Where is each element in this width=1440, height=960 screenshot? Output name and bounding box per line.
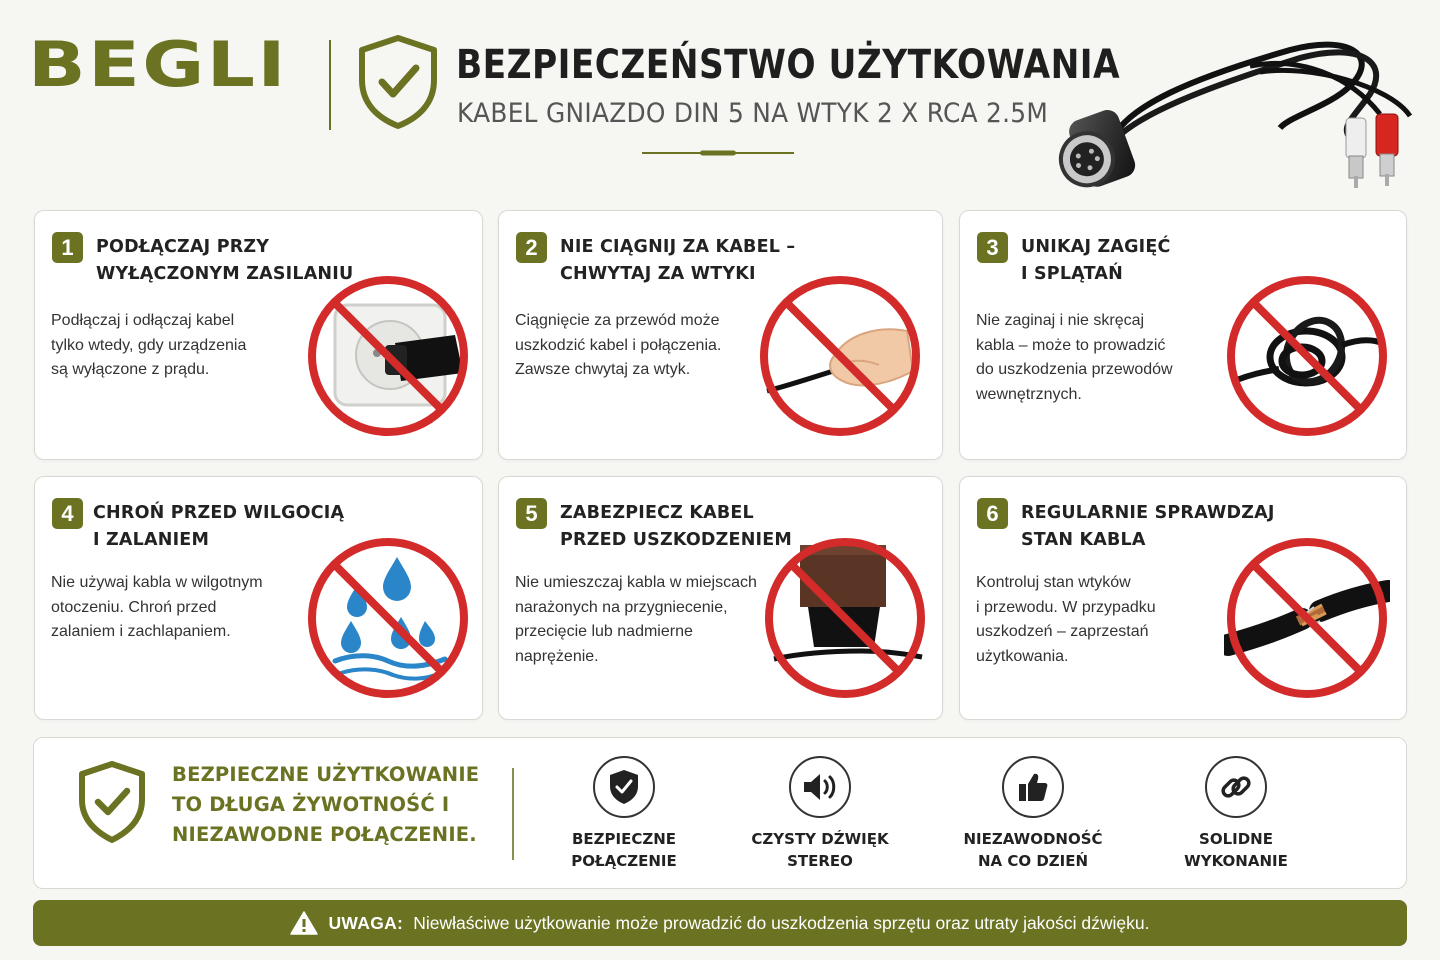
brand-logo: BEGLI (28, 28, 288, 101)
card-title: REGULARNIE SPRAWDZAJ STAN KABLA (1021, 503, 1275, 550)
safety-card-6 (959, 476, 1407, 720)
page-title: BEZPIECZEŃSTWO UŻYTKOWANIA (456, 42, 1121, 88)
card-text: Podłączaj i odłączaj kabel tylko wtedy, gdy urządzenia są wyłączone z prądu. (51, 312, 247, 378)
card-text: Nie zaginaj i nie skręcaj kabla – może to prowadzić do uszkodzenia przewodów wewnętrznych. (976, 312, 1173, 403)
furniture-crushing-cable-prohibited-icon (762, 535, 928, 701)
card-number: 1 (52, 232, 83, 263)
card-title: CHROŃ PRZED WILGOCIĄ I ZALANIEM (93, 503, 345, 550)
water-drops-prohibited-icon (305, 535, 471, 701)
card-number: 5 (516, 498, 547, 529)
speaker-icon (801, 770, 839, 804)
shield-check-icon (356, 34, 440, 130)
shield-check-icon (607, 768, 641, 806)
panel-divider (512, 768, 514, 860)
product-cable-image (1050, 36, 1435, 196)
benefits-panel (33, 737, 1407, 889)
thumbs-up-icon (1016, 770, 1050, 804)
feature-stereo-sound (730, 756, 910, 872)
feature-solid-build (1146, 756, 1326, 872)
card-text: Ciągnięcie za przewód może uszkodzić kabel i połączenia. Zawsze chwytaj za wtyk. (515, 312, 722, 378)
card-number: 4 (52, 498, 83, 529)
hand-pulling-cable-prohibited-icon (757, 273, 923, 439)
card-title: UNIKAJ ZAGIĘĆ I SPLĄTAŃ (1021, 237, 1171, 284)
warning-bar (33, 900, 1407, 946)
card-title: NIE CIĄGNIJ ZA KABEL – CHWYTAJ ZA WTYKI (560, 237, 796, 284)
power-socket-prohibited-icon (305, 273, 471, 439)
warning-text: Niewłaściwe użytkowanie może prowadzić do uszkodzenia sprzętu oraz utraty jakości dźwięku. (413, 912, 1150, 933)
card-number: 6 (977, 498, 1008, 529)
card-title: PODŁĄCZAJ PRZY WYŁĄCZONYM ZASILANIU (96, 237, 354, 284)
shield-check-icon (76, 760, 148, 844)
warning-triangle-icon (290, 910, 318, 936)
card-text: Nie używaj kabla w wilgotnym otoczeniu. Chroń przed zalaniem i zachlapaniem. (51, 574, 263, 640)
card-text: Kontroluj stan wtyków i przewodu. W przypadku uszkodzeń – zaprzestań użytkowania. (976, 574, 1156, 665)
card-text: Nie umieszczaj kabla w miejscach narażonych na przygniecenie, przecięcie lub nadmierne naprężenie. (515, 574, 757, 665)
safety-card-3 (959, 210, 1407, 460)
chain-link-icon (1218, 769, 1254, 805)
feature-label: CZYSTY DŹWIĘK STEREO (751, 830, 889, 870)
feature-label: NIEZAWODNOŚĆ NA CO DZIEŃ (963, 830, 1103, 870)
benefits-headline: BEZPIECZNE UŻYTKOWANIE TO DŁUGA ŻYWOTNOŚĆ I NIEZAWODNE POŁĄCZENIE. (172, 763, 480, 846)
tangled-cable-prohibited-icon (1224, 273, 1390, 439)
feature-label: SOLIDNE WYKONANIE (1184, 830, 1288, 870)
safety-card-5 (498, 476, 943, 720)
warning-label: UWAGA: (328, 912, 404, 933)
title-underline (642, 150, 794, 156)
feature-safe-connection (534, 756, 714, 872)
card-number: 3 (977, 232, 1008, 263)
feature-reliability (943, 756, 1123, 872)
safety-card-4 (34, 476, 483, 720)
safety-card-1 (34, 210, 483, 460)
header-divider (329, 40, 331, 130)
damaged-cable-prohibited-icon (1224, 535, 1390, 701)
safety-card-2 (498, 210, 943, 460)
feature-label: BEZPIECZNE POŁĄCZENIE (571, 830, 677, 870)
page-subtitle: KABEL GNIAZDO DIN 5 NA WTYK 2 X RCA 2.5M (457, 98, 1049, 129)
card-title: ZABEZPIECZ KABEL PRZED USZKODZENIEM (560, 503, 793, 550)
card-number: 2 (516, 232, 547, 263)
